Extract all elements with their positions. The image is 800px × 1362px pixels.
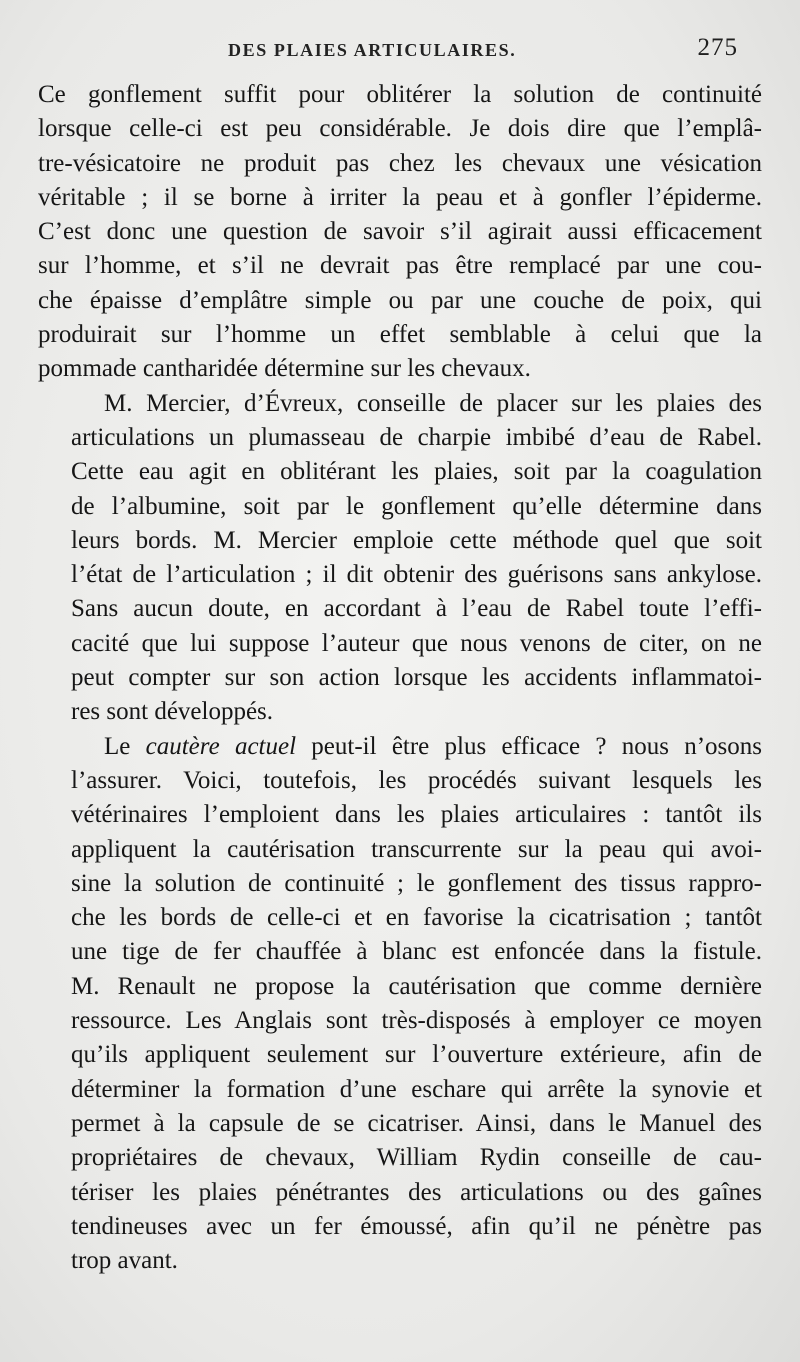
text-line: articulations un plumasseau de charpie imbibé d’eau de Rabel.	[71, 423, 762, 451]
text-line: che les bords de celle-ci et en favorise la cicatrisation ; tantôt	[71, 904, 762, 932]
text-line: permet à la capsule de se cicatriser. Ainsi, dans le Manuel des	[71, 1109, 762, 1137]
body-text	[38, 78, 762, 1278]
text-line: l’assurer. Voici, toutefois, les procédés suivant lesquels les	[71, 766, 762, 794]
text-line: tendineuses avec un fer émoussé, afin qu’il ne pénètre pas	[71, 1212, 762, 1240]
text-line: véritable ; il se borne à irriter la peau et à gonfler l’épiderme.	[38, 183, 762, 211]
text-line: sur l’homme, et s’il ne devrait pas être remplacé par une cou-	[38, 252, 762, 280]
running-head-title: DES PLAIES ARTICULAIRES.	[228, 40, 517, 60]
text-line: sine la solution de continuité ; le gonflement des tissus rappro-	[71, 869, 762, 897]
text-line: tre-vésicatoire ne produit pas chez les chevaux une vésication	[38, 149, 762, 177]
text-line: leurs bords. M. Mercier emploie cette méthode quel que soit	[71, 526, 762, 554]
text-line: cacité que lui suppose l’auteur que nous venons de citer, on ne	[71, 629, 762, 657]
text-line: che épaisse d’emplâtre simple ou par une couche de poix, qui	[38, 286, 762, 314]
paragraph-3	[38, 730, 762, 1279]
text-line: déterminer la formation d’une eschare qui arrête la synovie et	[71, 1075, 762, 1103]
text-line: peut compter sur son action lorsque les accidents inflammatoi-	[71, 664, 762, 692]
text-line: M. Mercier, d’Évreux, conseille de placer sur les plaies des	[104, 389, 762, 417]
paragraph-2	[38, 387, 762, 730]
text-line: de l’albumine, soit par le gonflement qu’elle détermine dans	[71, 492, 762, 520]
text-line: une tige de fer chauffée à blanc est enfoncée dans la fistule.	[71, 938, 762, 966]
text-line: propriétaires de chevaux, William Rydin conseille de cau-	[71, 1144, 762, 1172]
paragraph-1	[38, 78, 762, 387]
text-line: trop avant.	[71, 1247, 178, 1275]
text-line: l’état de l’articulation ; il dit obtenir des guérisons sans ankylose.	[71, 561, 762, 589]
running-head	[40, 34, 738, 68]
page-number: 275	[697, 34, 738, 61]
text-line: qu’ils appliquent seulement sur l’ouverture extérieure, afin de	[71, 1041, 762, 1069]
text-line: M. Renault ne propose la cautérisation que comme dernière	[71, 972, 762, 1000]
text-line: pommade cantharidée détermine sur les chevaux.	[38, 355, 531, 383]
text-line: ressource. Les Anglais sont très-disposés à employer ce moyen	[71, 1007, 762, 1035]
text-line: tériser les plaies pénétrantes des articulations ou des gaînes	[71, 1178, 762, 1206]
text-line: Cette eau agit en oblitérant les plaies, soit par la coagulation	[71, 458, 762, 486]
text-line: Le cautère actuel peut-il être plus efficace ? nous n’osons	[104, 732, 762, 760]
text-line: lorsque celle-ci est peu considérable. Je dois dire que l’emplâ-	[38, 115, 762, 143]
text-line: produirait sur l’homme un effet semblable à celui que la	[38, 321, 762, 349]
text-line: appliquent la cautérisation transcurrente sur la peau qui avoi-	[71, 835, 762, 863]
text-line: C’est donc une question de savoir s’il agirait aussi efficacement	[38, 218, 762, 246]
text-line: Ce gonflement suffit pour oblitérer la solution de continuité	[38, 81, 762, 108]
text-line: res sont développés.	[71, 698, 274, 726]
text-line: vétérinaires l’emploient dans les plaies articulaires : tantôt ils	[71, 801, 762, 829]
text-line: Sans aucun doute, en accordant à l’eau de Rabel toute l’effi-	[71, 595, 762, 623]
